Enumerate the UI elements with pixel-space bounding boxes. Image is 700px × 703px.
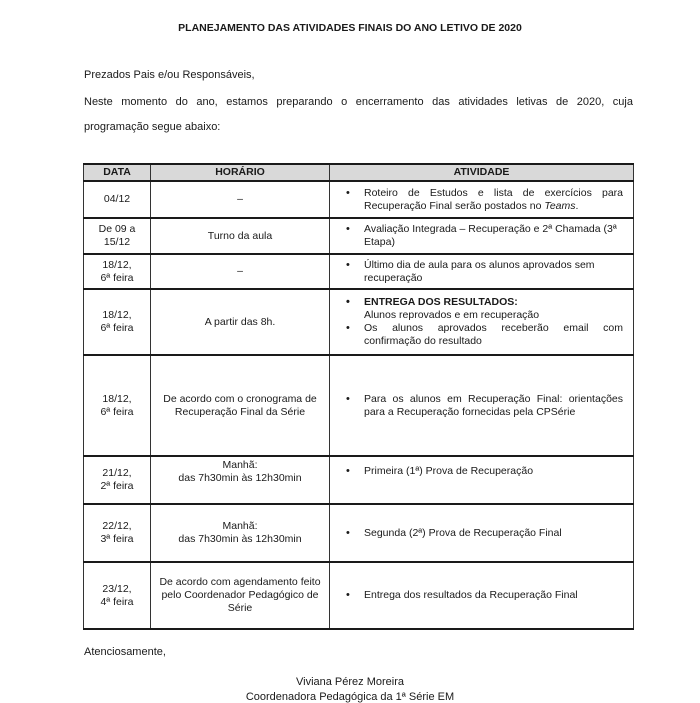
- time-line-1: Manhã:: [222, 520, 258, 532]
- activity-item: • Último dia de aula para os alunos aprovados sem recuperação: [364, 259, 623, 285]
- signature-name: Viviana Pérez Moreira: [295, 676, 404, 688]
- date-line-1: 18/12,: [102, 309, 132, 321]
- activity-item: • Entrega dos resultados da Recuperação Final: [364, 589, 623, 602]
- time-cell: De acordo com agendamento feito pelo Coordenador Pedagógico de Série: [151, 562, 330, 629]
- activity-item-continuation: Alunos reprovados e em recuperação: [364, 309, 540, 321]
- greeting: Prezados Pais e/ou Responsáveis,: [84, 69, 255, 81]
- activity-cell: [330, 181, 634, 218]
- activity-suffix: .: [575, 199, 579, 212]
- activity-cell: [330, 289, 634, 355]
- table-row: [84, 504, 634, 562]
- document-title: PLANEJAMENTO DAS ATIVIDADES FINAIS DO ANO LETIVO DE 2020: [178, 22, 522, 34]
- date-line-1: 21/12,: [102, 467, 132, 479]
- table-row: [84, 181, 634, 218]
- date-line-1: 18/12,: [102, 258, 132, 271]
- date-line-1: De 09 a: [98, 223, 136, 235]
- closing: Atenciosamente,: [84, 646, 166, 658]
- date-text: 04/12: [103, 193, 131, 205]
- activity-cell: [330, 456, 634, 504]
- date-line-2: 6ª feira: [100, 322, 134, 334]
- activity-item: • Para os alunos em Recuperação Final: orientações para a Recuperação fornecidas pela CPSérie: [364, 393, 623, 419]
- activity-item: • Os alunos aprovados receberão email com confirmação do resultado: [364, 322, 623, 348]
- activity-item: • Avaliação Integrada – Recuperação e 2ª Chamada (3ª Etapa): [364, 223, 623, 249]
- time-cell: –: [151, 181, 330, 218]
- time-cell: Turno da aula: [151, 218, 330, 254]
- activity-item: [364, 187, 623, 213]
- signature-role: Coordenadora Pedagógica da 1ª Série EM: [245, 691, 455, 703]
- table-row: [84, 289, 634, 355]
- activity-cell: [330, 218, 634, 254]
- date-cell: [84, 289, 151, 355]
- time-cell: –: [151, 254, 330, 289]
- date-cell: [84, 254, 151, 289]
- table-row: [84, 218, 634, 254]
- time-line-2: das 7h30min às 12h30min: [178, 533, 302, 545]
- date-line-2: 4ª feira: [100, 595, 134, 608]
- date-cell: [84, 456, 151, 504]
- date-line-1: 23/12,: [102, 582, 132, 595]
- date-cell: [84, 218, 151, 254]
- time-cell: [151, 504, 330, 562]
- teams-text: Teams: [544, 199, 576, 212]
- date-cell: [84, 355, 151, 456]
- activity-cell: [330, 504, 634, 562]
- date-line-2: 15/12: [103, 236, 131, 248]
- date-line-2: 3ª feira: [100, 533, 134, 545]
- table-row: [84, 355, 634, 456]
- activity-cell: [330, 355, 634, 456]
- schedule-table: [83, 163, 634, 630]
- date-line-1: 22/12,: [102, 520, 132, 532]
- activity-cell: [330, 562, 634, 629]
- activity-item: • Primeira (1ª) Prova de Recuperação: [364, 465, 623, 478]
- intro-paragraph-line-1: Neste momento do ano, estamos preparando o encerramento das atividades letivas de 2020, cuja: [84, 96, 633, 108]
- date-line-2: 6ª feira: [100, 405, 134, 418]
- date-line-2: 2ª feira: [100, 480, 134, 492]
- table-header-row: [84, 164, 634, 181]
- date-cell: [84, 181, 151, 218]
- time-cell: De acordo com o cronograma de Recuperação Final da Série: [151, 355, 330, 456]
- activity-item-heading: • ENTREGA DOS RESULTADOS:: [364, 296, 623, 309]
- table-row: [84, 562, 634, 629]
- date-cell: [84, 562, 151, 629]
- date-line-1: 18/12,: [102, 392, 132, 405]
- table-row: [84, 456, 634, 504]
- header-date: DATA: [84, 164, 151, 181]
- table-row: [84, 254, 634, 289]
- time-cell: [151, 456, 330, 504]
- date-cell: [84, 504, 151, 562]
- activity-text: Roteiro de Estudos e lista de exercícios para Recuperação Final serão postados no: [364, 186, 623, 212]
- time-line-2: das 7h30min às 12h30min: [178, 472, 302, 484]
- header-time: HORÁRIO: [151, 164, 330, 181]
- date-line-2: 6ª feira: [100, 271, 134, 284]
- activity-item: • Segunda (2ª) Prova de Recuperação Final: [364, 527, 623, 540]
- activity-cell: [330, 254, 634, 289]
- header-activity: ATIVIDADE: [330, 164, 634, 181]
- time-line-1: Manhã:: [222, 459, 258, 471]
- intro-paragraph-line-2: programação segue abaixo:: [84, 121, 221, 133]
- time-cell: A partir das 8h.: [151, 289, 330, 355]
